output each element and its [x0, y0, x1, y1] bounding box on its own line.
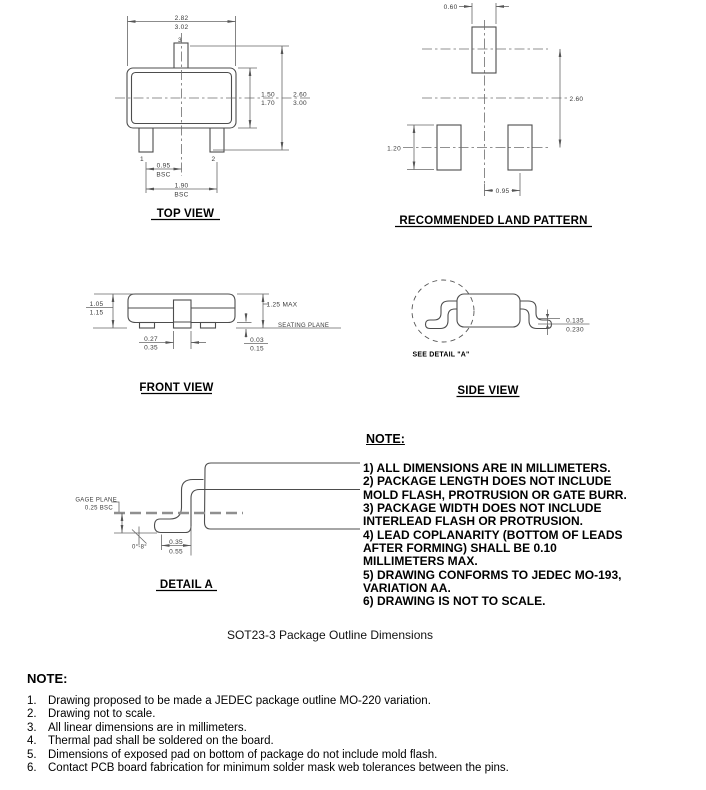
- center-lead-front: [174, 300, 192, 328]
- dim-lead-thk-min: 0.135: [566, 317, 584, 325]
- pin1-foot: [140, 323, 155, 329]
- dim-pad-pitch-value: 0.95: [495, 188, 510, 195]
- note-item-text: All linear dimensions are in millimeters.: [48, 721, 247, 734]
- dim-foot-length: [162, 526, 192, 556]
- drawing-note-line: 3) PACKAGE WIDTH DOES NOT INCLUDE: [363, 501, 602, 516]
- side-body: [457, 294, 520, 327]
- figure-caption: SOT23-3 Package Outline Dimensions: [226, 628, 434, 642]
- note-item-text: Drawing not to scale.: [48, 708, 156, 721]
- see-detail-label: SEE DETAIL "A": [412, 351, 470, 359]
- note-item: [27, 695, 687, 708]
- side-view: [412, 280, 590, 397]
- dim-pad-width-value: 0.60: [443, 4, 458, 11]
- note-item: [27, 749, 687, 762]
- dim-body-thickness: [86, 294, 134, 328]
- dim-pad-width: [444, 3, 509, 24]
- dim-lead-angle: [132, 527, 147, 551]
- note-item-text: Contact PCB board fabrication for minimum solder mask web tolerances between the pins.: [48, 762, 509, 775]
- front-view: [86, 294, 341, 394]
- dim-body-thk-max: 1.15: [89, 309, 104, 317]
- dim-lead-thk-max: 0.230: [566, 326, 584, 334]
- pin1-number: 1: [140, 156, 144, 163]
- front-view-label: FRONT VIEW: [139, 382, 214, 394]
- drawing-note-line: 5) DRAWING CONFORMS TO JEDEC MO-193,: [363, 567, 622, 582]
- drawing-notes: [363, 432, 627, 609]
- detail-lead-profile: [155, 480, 361, 533]
- drawing-notes-title: NOTE:: [366, 432, 405, 446]
- note-item: [27, 735, 687, 748]
- land-pattern-label: RECOMMENDED LAND PATTERN: [399, 215, 588, 227]
- detail-body-edge: [205, 463, 361, 529]
- land-pattern: [387, 3, 592, 227]
- dim-standoff-min: 0.03: [250, 337, 264, 344]
- drawing-note-line: VARIATION AA.: [363, 581, 451, 596]
- drawing-note-line: 4) LEAD COPLANARITY (BOTTOM OF LEADS: [363, 527, 623, 542]
- note-item-text: Dimensions of exposed pad on bottom of package do not include mold flash.: [48, 748, 438, 761]
- pin1-lead: [139, 128, 153, 152]
- gage-plane-label: GAGE PLANE: [75, 497, 117, 504]
- drawing-note-line: MILLIMETERS MAX.: [363, 554, 478, 569]
- note-item-number: 1.: [27, 695, 37, 707]
- note-item-number: 4.: [27, 735, 37, 748]
- top-pad: [472, 27, 496, 73]
- dim-pitch-value: 0.95: [156, 162, 171, 170]
- pin3-lead: [174, 43, 188, 69]
- note-item: [27, 708, 687, 721]
- drawing-note-line: INTERLEAD FLASH OR PROTRUSION.: [363, 514, 584, 529]
- drawing-note-line: 6) DRAWING IS NOT TO SCALE.: [363, 594, 546, 609]
- dim-overall-max: 3.00: [293, 100, 307, 107]
- top-view: [115, 15, 311, 220]
- note-item: [27, 762, 687, 775]
- dim-height-max: [237, 294, 329, 329]
- pin2-foot: [201, 323, 216, 329]
- gage-offset-label: 0.25 BSC: [84, 505, 113, 512]
- dim-foot-max: 0.55: [169, 548, 183, 556]
- note-item-number: 6.: [27, 762, 37, 775]
- bottom-notes: [27, 671, 687, 775]
- drawing-note-line: MOLD FLASH, PROTRUSION OR GATE BURR.: [363, 487, 627, 502]
- dim-standoff-max: 0.15: [250, 345, 264, 353]
- dim-pattern-height-value: 2.60: [569, 96, 584, 103]
- detail-a: [75, 463, 360, 591]
- dim-width-min: 2.82: [174, 15, 189, 22]
- note-item-text: Drawing proposed to be made a JEDEC package outline MO-220 variation.: [48, 695, 431, 707]
- note-item-number: 2.: [27, 708, 37, 721]
- note-item-number: 5.: [27, 748, 37, 761]
- dim-body-max: 1.70: [261, 100, 275, 107]
- drawing-note-line: 2) PACKAGE LENGTH DOES NOT INCLUDE: [363, 474, 612, 489]
- dim-pad-pitch: [485, 173, 521, 196]
- top-view-label: TOP VIEW: [156, 208, 215, 220]
- pin2-number: 2: [211, 156, 216, 163]
- drawing-note-line: AFTER FORMING) SHALL BE 0.10: [363, 541, 557, 556]
- dim-pad-height-value: 1.20: [387, 145, 401, 153]
- detail-a-label: DETAIL A: [159, 579, 214, 591]
- pin2-lead: [210, 128, 224, 152]
- dim-lead-width: [139, 331, 206, 352]
- pin3-number: 3: [178, 37, 182, 44]
- note-item-number: 3.: [27, 721, 37, 734]
- dim-body-height: [238, 68, 275, 128]
- dim-span-bsc: BSC: [174, 191, 189, 199]
- dim-span-value: 1.90: [174, 182, 189, 190]
- drawing-note-line: 1) ALL DIMENSIONS ARE IN MILLIMETERS.: [363, 461, 611, 475]
- dim-angle-value: 0°-8°: [132, 544, 147, 551]
- dim-body-min: 1.50: [261, 91, 275, 99]
- dim-pitch-bsc: BSC: [156, 171, 171, 179]
- side-view-label: SIDE VIEW: [457, 385, 519, 397]
- seating-plane-label: SEATING PLANE: [278, 323, 330, 329]
- dim-lead-width-min: 0.27: [144, 336, 158, 343]
- dim-height-max-value: 1.25 MAX: [266, 301, 298, 309]
- note-item-text: Thermal pad shall be soldered on the board.: [48, 735, 274, 748]
- dim-pattern-height: [560, 49, 583, 148]
- dim-foot-min: 0.35: [169, 539, 183, 546]
- note-item: [27, 722, 687, 735]
- dim-width-max: 3.02: [174, 24, 189, 31]
- dim-body-thk-min: 1.05: [89, 301, 104, 308]
- dim-lead-width-max: 0.35: [144, 344, 158, 352]
- bottom-notes-title: NOTE:: [27, 671, 68, 686]
- left-gullwing-lead: [426, 301, 460, 329]
- dim-overall-min: 2.60: [293, 91, 307, 99]
